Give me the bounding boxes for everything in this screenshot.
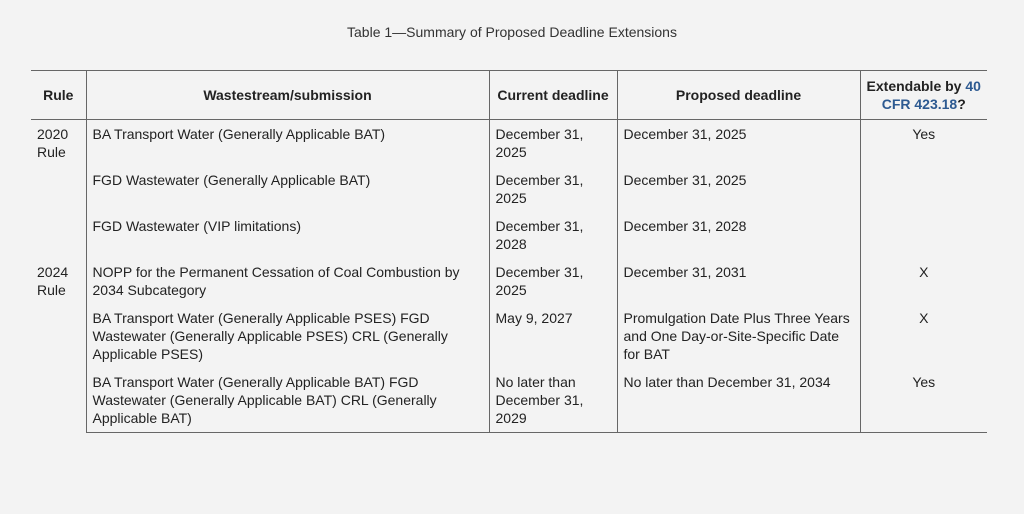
wastestream-cell: BA Transport Water (Generally Applicable BAT) <box>86 120 489 167</box>
table-header-row <box>31 71 987 120</box>
wastestream-cell: NOPP for the Permanent Cessation of Coal Combustion by 2034 Subcategory <box>86 258 489 304</box>
table-row <box>31 368 987 433</box>
extendable-cell <box>860 166 987 212</box>
rule-cell: 2020 Rule <box>37 126 69 160</box>
table-row <box>31 166 987 212</box>
rule-cell: 2024 Rule <box>37 264 69 298</box>
header-proposed-deadline: Proposed deadline <box>617 71 860 120</box>
proposed-deadline-cell: No later than December 31, 2034 <box>617 368 860 433</box>
extendable-cell: X <box>860 258 987 304</box>
cfr-link[interactable]: 40 CFR 423.18 <box>881 78 981 112</box>
extendable-cell: Yes <box>860 368 987 433</box>
wastestream-cell: FGD Wastewater (Generally Applicable BAT) <box>86 166 489 212</box>
header-rule: Rule <box>31 71 86 120</box>
wastestream-cell: BA Transport Water (Generally Applicable PSES) FGD Wastewater (Generally Applicable PSES) CRL (Generally Applicable PSES) <box>86 304 489 368</box>
wastestream-cell: BA Transport Water (Generally Applicable BAT) FGD Wastewater (Generally Applicable BAT) CRL (Generally Applicable BAT) <box>86 368 489 433</box>
current-deadline-cell: May 9, 2027 <box>489 304 617 368</box>
table-row <box>31 304 987 368</box>
current-deadline-cell: December 31, 2028 <box>489 212 617 258</box>
table-row <box>31 120 987 167</box>
extendable-cell: Yes <box>860 120 987 167</box>
header-extendable-prefix: Extendable by <box>866 78 962 94</box>
table-row <box>31 258 987 304</box>
extendable-cell <box>860 212 987 258</box>
current-deadline-cell: December 31, 2025 <box>489 120 617 167</box>
header-wastestream: Wastestream/submission <box>86 71 489 120</box>
proposed-deadline-cell: December 31, 2025 <box>617 120 860 167</box>
wastestream-cell: FGD Wastewater (VIP limitations) <box>86 212 489 258</box>
proposed-deadline-cell: Promulgation Date Plus Three Years and One Day-or-Site-Specific Date for BAT <box>617 304 860 368</box>
proposed-deadline-cell: December 31, 2025 <box>617 166 860 212</box>
table-row <box>31 212 987 258</box>
deadline-extensions-table <box>31 70 987 433</box>
table-caption: Table 1—Summary of Proposed Deadline Extensions <box>347 24 677 40</box>
header-current-deadline: Current deadline <box>489 71 617 120</box>
header-extendable-suffix: ? <box>957 96 966 112</box>
proposed-deadline-cell: December 31, 2028 <box>617 212 860 258</box>
extendable-cell: X <box>860 304 987 368</box>
current-deadline-cell: No later than December 31, 2029 <box>489 368 617 433</box>
header-extendable <box>860 71 987 120</box>
proposed-deadline-cell: December 31, 2031 <box>617 258 860 304</box>
current-deadline-cell: December 31, 2025 <box>489 166 617 212</box>
current-deadline-cell: December 31, 2025 <box>489 258 617 304</box>
